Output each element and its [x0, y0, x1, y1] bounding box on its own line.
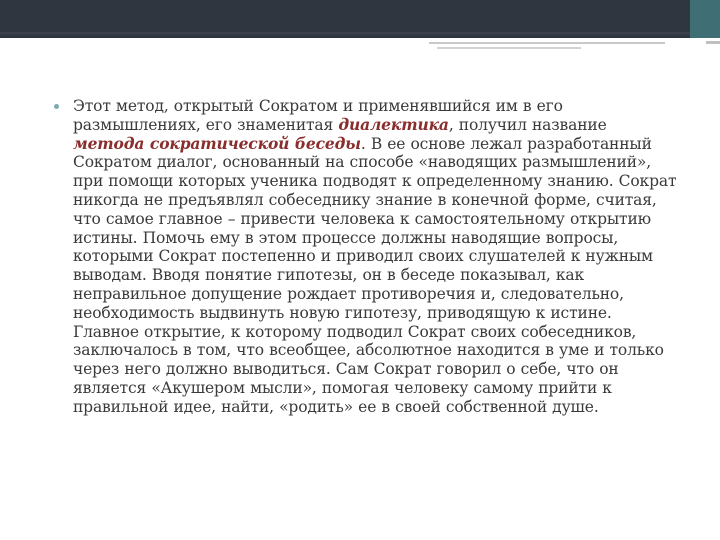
body-paragraph: [73, 97, 679, 417]
term-socratic-method: метода сократической беседы: [73, 133, 361, 153]
decorative-rule: [429, 42, 665, 44]
paragraph-text: , получил название: [448, 115, 607, 134]
decorative-rule: [706, 41, 720, 44]
term-dialectic: диалектика: [338, 114, 449, 134]
decorative-rule: [437, 47, 581, 49]
slide-content: [54, 97, 679, 417]
paragraph-text: Этот метод, открытый Сократом и применявшийся им в его размышлениях, его знаменитая: [73, 97, 563, 134]
header-accent-stripe: [690, 0, 720, 38]
bullet-item: [54, 97, 679, 417]
header-band: [0, 0, 720, 38]
paragraph-text: . В ее основе лежал разработанный Сократом диалог, основанный на способе «наводящих размышлений», при помощи которых ученика подводят к определенному знанию. Сократ никогда не предъявлял собеседнику знание в конечной форме, считая, что самое главное – привести человека к самостоятельному открытию истины. Помочь ему в этом процессе должны наводящие вопросы, которыми Сократ постепенно и приводил своих слушателей к нужным выводам. Вводя понятие гипотезы, он в беседе показывал, как неправильное допущение рождает противоречия и, следовательно, необходимость выдвинуть новую гипотезу, приводящую к истине. Главное открытие, к которому подводил Сократ своих собеседников, заключалось в том, что всеобщее, абсолютное находится в уме и только через него должно выводиться. Сам Сократ говорил о себе, что он является «Акушером мысли», помогая человеку самому прийти к правильной идее, найти, «родить» ее в своей собственной душе.: [73, 134, 677, 416]
bullet-dot-icon: [54, 104, 59, 109]
